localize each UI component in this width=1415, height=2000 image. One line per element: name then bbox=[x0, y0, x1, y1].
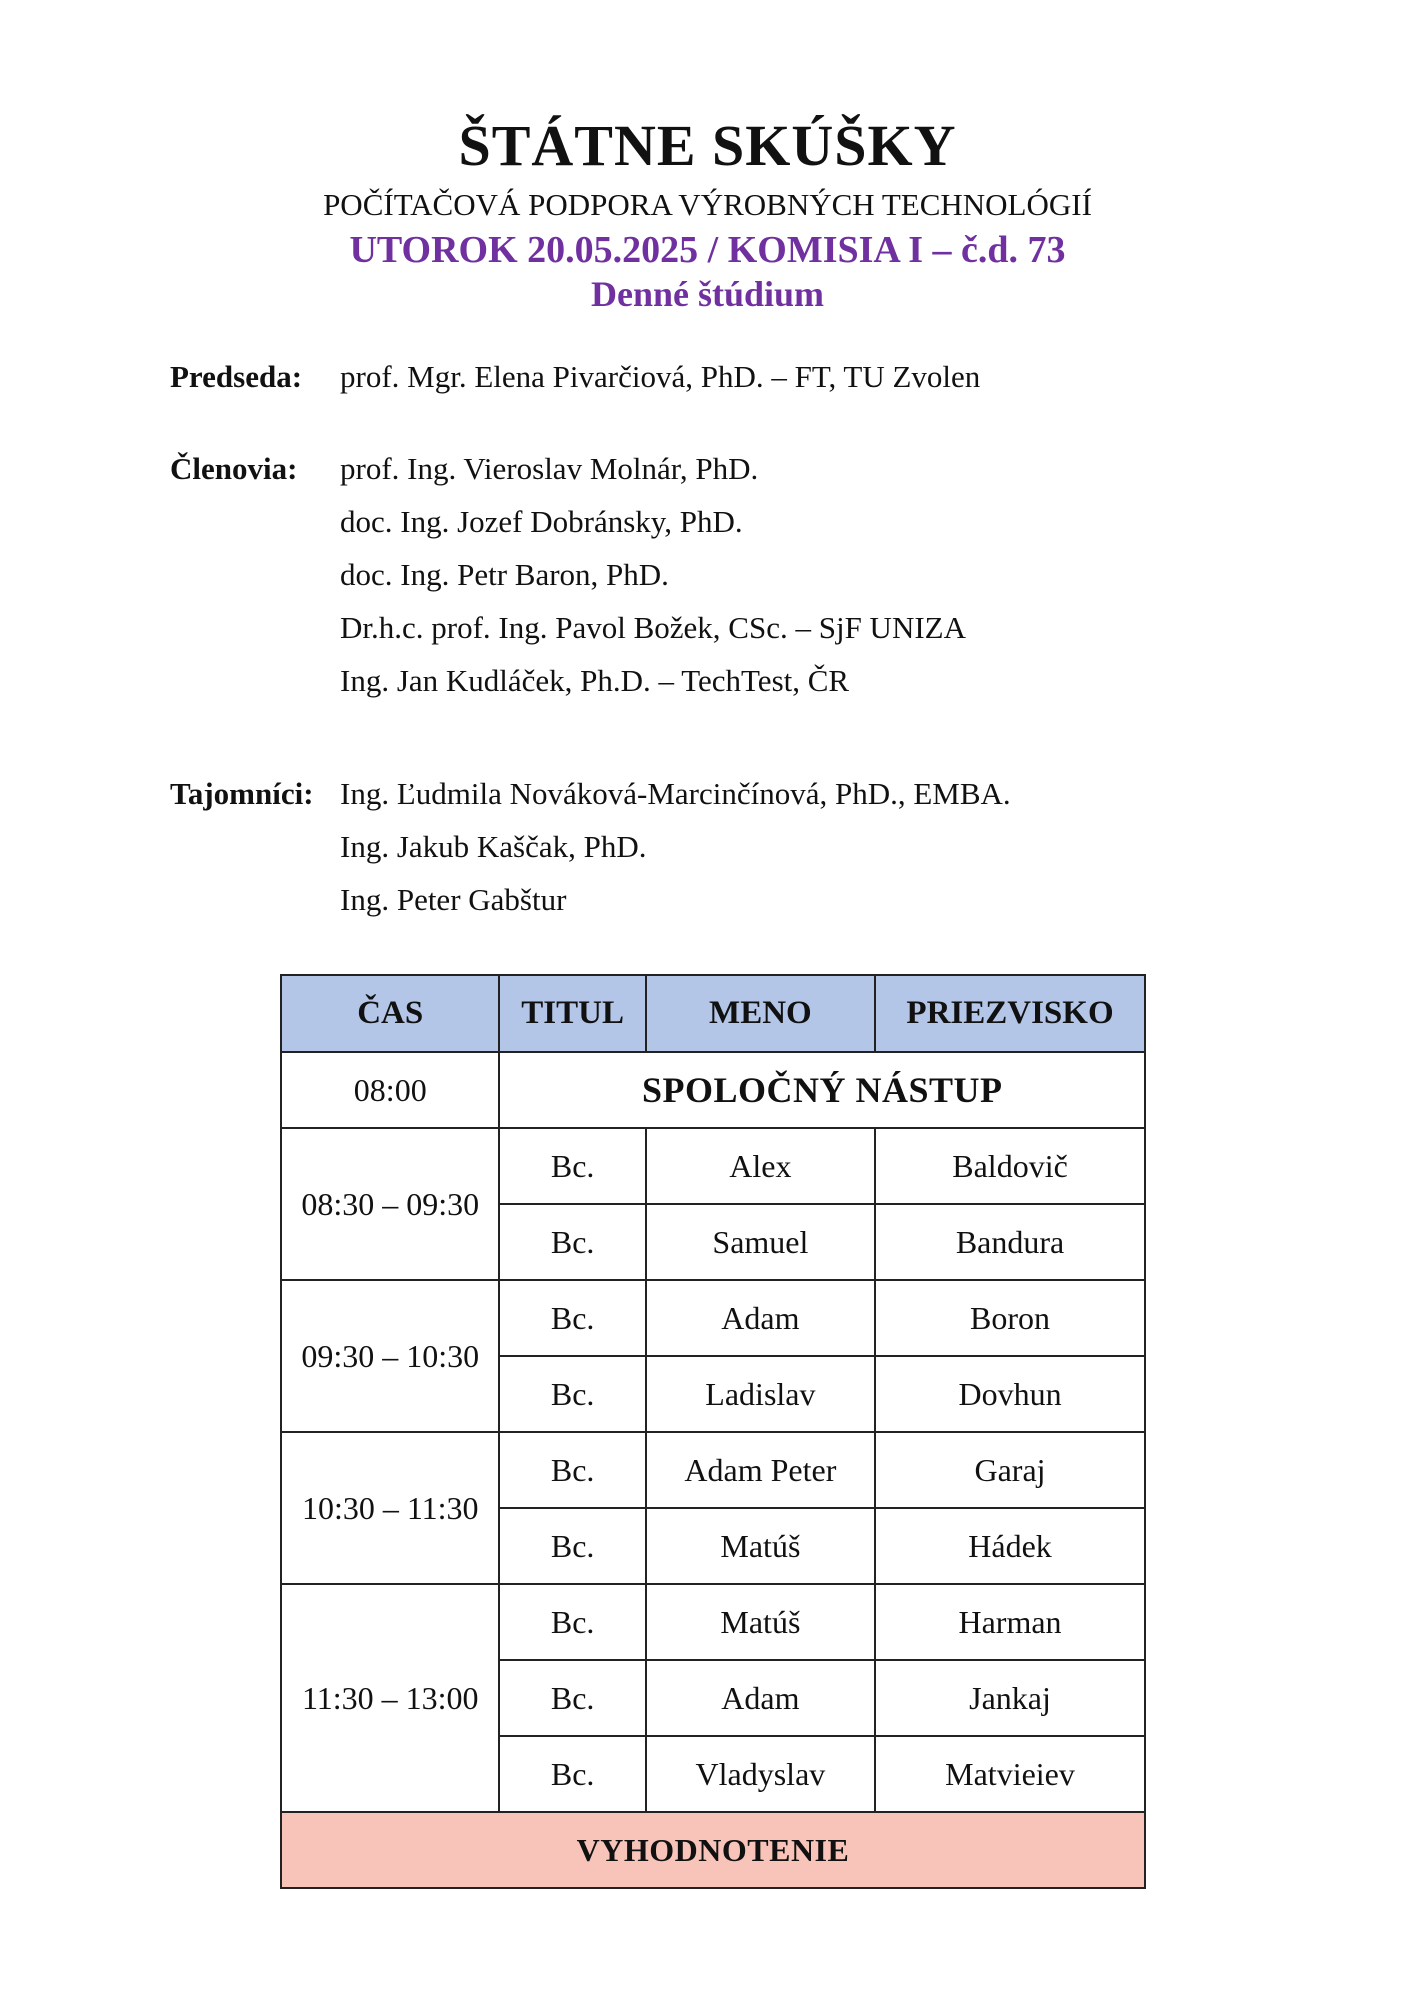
header-cas: ČAS bbox=[281, 975, 499, 1052]
student-meno: Vladyslav bbox=[646, 1736, 875, 1812]
secretaries-group bbox=[170, 767, 1011, 926]
student-titul: Bc. bbox=[499, 1128, 645, 1204]
members-list bbox=[340, 442, 966, 707]
student-titul: Bc. bbox=[499, 1736, 645, 1812]
student-meno: Ladislav bbox=[646, 1356, 875, 1432]
header-titul: TITUL bbox=[499, 975, 645, 1052]
table-row bbox=[281, 1432, 1145, 1508]
member-name: doc. Ing. Jozef Dobránsky, PhD. bbox=[340, 504, 743, 539]
student-meno: Adam Peter bbox=[646, 1432, 875, 1508]
student-priezvisko: Matvieiev bbox=[875, 1736, 1145, 1812]
secretaries-label: Tajomníci: bbox=[170, 776, 314, 811]
document-header bbox=[0, 112, 1415, 316]
schedule-table bbox=[280, 974, 1146, 1889]
program-name: POČÍTAČOVÁ PODPORA VÝROBNÝCH TECHNOLÓGIÍ bbox=[323, 187, 1092, 222]
opening-time: 08:00 bbox=[281, 1052, 499, 1128]
student-titul: Bc. bbox=[499, 1432, 645, 1508]
slot-time: 09:30 – 10:30 bbox=[281, 1280, 499, 1432]
table-row bbox=[281, 1584, 1145, 1660]
student-priezvisko: Dovhun bbox=[875, 1356, 1145, 1432]
student-titul: Bc. bbox=[499, 1280, 645, 1356]
student-meno: Adam bbox=[646, 1280, 875, 1356]
study-type: Denné štúdium bbox=[590, 274, 825, 314]
slot-time: 08:30 – 09:30 bbox=[281, 1128, 499, 1280]
closing-label: VYHODNOTENIE bbox=[281, 1812, 1145, 1888]
student-priezvisko: Harman bbox=[875, 1584, 1145, 1660]
student-titul: Bc. bbox=[499, 1660, 645, 1736]
members-label: Členovia: bbox=[170, 451, 298, 486]
chair-list bbox=[340, 350, 980, 403]
student-priezvisko: Hádek bbox=[875, 1508, 1145, 1584]
student-priezvisko: Boron bbox=[875, 1280, 1145, 1356]
student-meno: Alex bbox=[646, 1128, 875, 1204]
secretary-name: Ing. Jakub Kaščak, PhD. bbox=[340, 829, 647, 864]
student-titul: Bc. bbox=[499, 1584, 645, 1660]
header-priezvisko: PRIEZVISKO bbox=[875, 975, 1145, 1052]
student-titul: Bc. bbox=[499, 1356, 645, 1432]
closing-row bbox=[281, 1812, 1145, 1888]
page-title: ŠTÁTNE SKÚŠKY bbox=[458, 113, 957, 178]
student-priezvisko: Garaj bbox=[875, 1432, 1145, 1508]
secretaries-list bbox=[340, 767, 1011, 926]
table-row bbox=[281, 1128, 1145, 1204]
table-header-row bbox=[281, 975, 1145, 1052]
member-name: Dr.h.c. prof. Ing. Pavol Božek, CSc. – SjF UNIZA bbox=[340, 610, 966, 645]
student-priezvisko: Bandura bbox=[875, 1204, 1145, 1280]
member-name: prof. Ing. Vieroslav Molnár, PhD. bbox=[340, 451, 759, 486]
student-titul: Bc. bbox=[499, 1204, 645, 1280]
date-committee-line: UTOROK 20.05.2025 / KOMISIA I – č.d. 73 bbox=[349, 229, 1066, 271]
student-priezvisko: Baldovič bbox=[875, 1128, 1145, 1204]
opening-row bbox=[281, 1052, 1145, 1128]
slot-time: 10:30 – 11:30 bbox=[281, 1432, 499, 1584]
member-name: doc. Ing. Petr Baron, PhD. bbox=[340, 557, 669, 592]
chair-group bbox=[170, 350, 1011, 403]
slot-time: 11:30 – 13:00 bbox=[281, 1584, 499, 1812]
members-group bbox=[170, 442, 1011, 707]
chair-label: Predseda: bbox=[170, 359, 303, 394]
chair-name: prof. Mgr. Elena Pivarčiová, PhD. – FT, TU Zvolen bbox=[340, 359, 981, 394]
committee-section bbox=[170, 350, 1011, 926]
header-meno: MENO bbox=[646, 975, 875, 1052]
student-meno: Matúš bbox=[646, 1508, 875, 1584]
student-meno: Samuel bbox=[646, 1204, 875, 1280]
student-meno: Adam bbox=[646, 1660, 875, 1736]
secretary-name: Ing. Ľudmila Nováková-Marcinčínová, PhD., EMBA. bbox=[340, 776, 1011, 811]
opening-label: SPOLOČNÝ NÁSTUP bbox=[499, 1052, 1145, 1128]
student-titul: Bc. bbox=[499, 1508, 645, 1584]
member-name: Ing. Jan Kudláček, Ph.D. – TechTest, ČR bbox=[340, 663, 850, 698]
student-meno: Matúš bbox=[646, 1584, 875, 1660]
secretary-name: Ing. Peter Gabštur bbox=[340, 882, 567, 917]
student-priezvisko: Jankaj bbox=[875, 1660, 1145, 1736]
table-row bbox=[281, 1280, 1145, 1356]
